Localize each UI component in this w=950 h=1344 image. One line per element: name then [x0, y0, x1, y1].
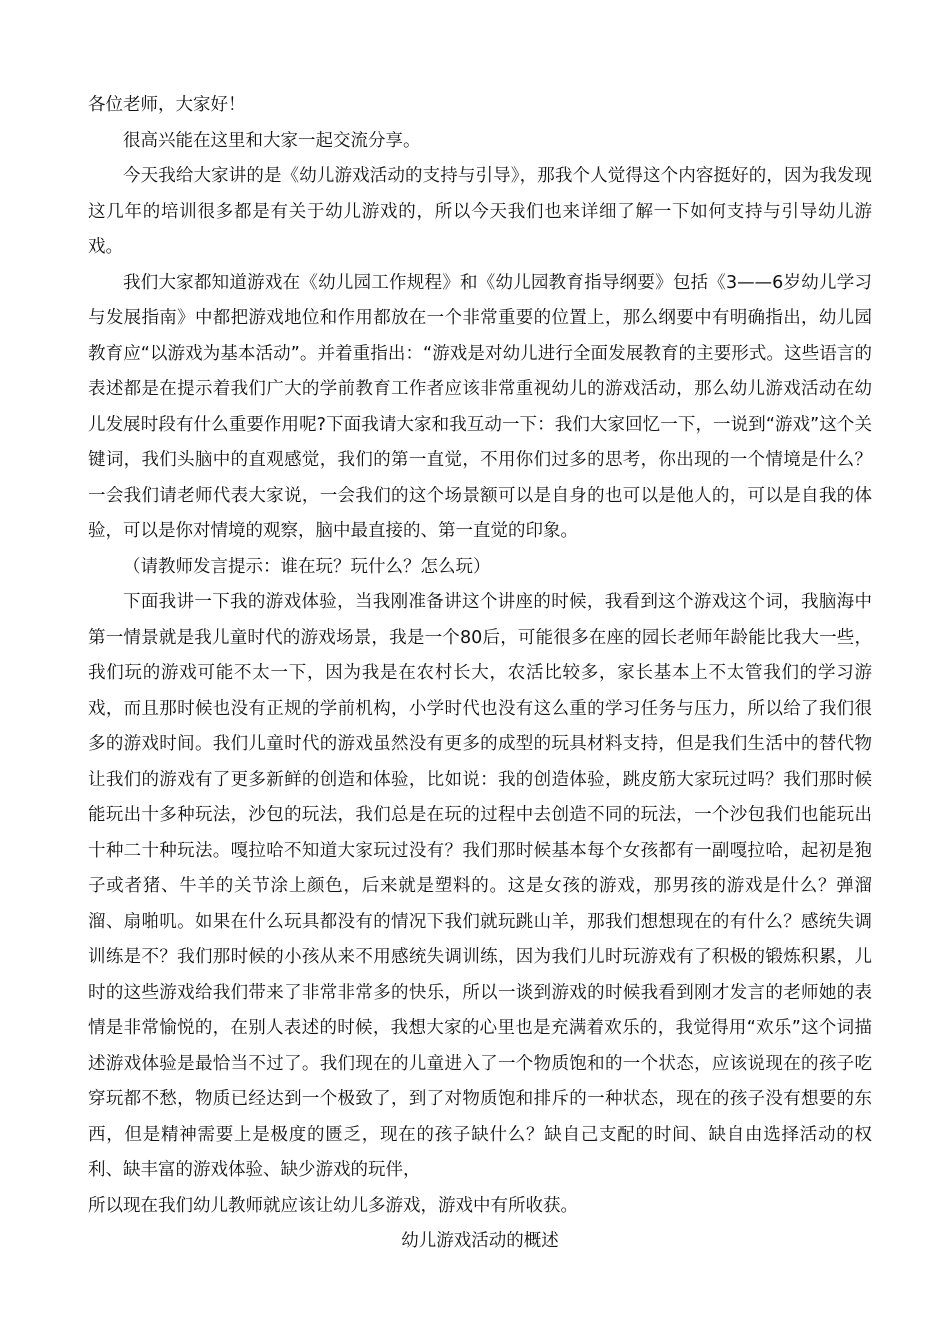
paragraph-topic: 今天我给大家讲的是《幼儿游戏活动的支持与引导》，那我个人觉得这个内容挺好的，因为我发现这几年的培训很多都是有关于幼儿游戏的，所以今天我们也来详细了解一下如何支持与引导幼儿游戏。	[88, 166, 872, 257]
section-heading: 幼儿游戏活动的概述	[401, 1231, 559, 1251]
paragraph-experience: 下面我讲一下我的游戏体验，当我刚准备讲这个讲座的时候，我看到这个游戏这个词，我脑海中第一情景就是我儿童时代的游戏场景，我是一个80后，可能很多在座的园长老师年龄能比我大一些，我们玩的游戏可能不太一下，因为我是在农村长大，农活比较多，家长基本上不太管我们的学习游戏，而且那时候也没有正规的学前机构，小学时代也没有这么重的学习任务与压力，所以给了我们很多的游戏时间。我们儿童时代的游戏虽然没有更多的成型的玩具材料支持，但是我们生活中的替代物让我们的游戏有了更多新鲜的创造和体验，比如说：我的创造体验，跳皮筋大家玩过吗？我们那时候能玩出十多种玩法，沙包的玩法，我们总是在玩的过程中去创造不同的玩法，一个沙包我们也能玩出十种二十种玩法。嘎拉哈不知道大家玩过没有？我们那时候基本每个女孩都有一副嘎拉哈，起初是狍子或者猪、牛羊的关节涂上颜色，后来就是塑料的。这是女孩的游戏，那男孩的游戏是什么？弹溜溜、扇啪叽。如果在什么玩具都没有的情况下我们就玩跳山羊，那我们想想现在的有什么？感统失调训练是不？我们那时候的小孩从来不用感统失调训练，因为我们儿时玩游戏有了积极的锻炼积累，儿时的这些游戏给我们带来了非常非常多的快乐，所以一谈到游戏的时候我看到刚才发言的老师她的表情是非常愉悦的，在别人表述的时候，我想大家的心里也是充满着欢乐的，我觉得用“欢乐”这个词描述游戏体验是最恰当不过了。我们现在的儿童进入了一个物质饱和的一个状态，应该说现在的孩子吃穿玩都不愁，物质已经达到一个极致了，到了对物质饱和排斥的一种状态，现在的孩子没有想要的东西，但是精神需要上是极度的匮乏，现在的孩子缺什么？缺自己支配的时间、缺自由选择活动的权利、缺丰富的游戏体验、缺少游戏的玩伴，	[88, 592, 872, 1180]
paragraph-guidelines: 我们大家都知道游戏在《幼儿园工作规程》和《幼儿园教育指导纲要》包括《3——6岁幼儿学习与发展指南》中都把游戏地位和作用都放在一个非常重要的位置上，那么纲要中有明确指出，幼儿园教育应“以游戏为基本活动”。并着重指出：“游戏是对幼儿进行全面发展教育的主要形式。这些语言的表述都是在提示着我们广大的学前教育工作者应该非常重视幼儿的游戏活动，那么幼儿游戏活动在幼儿发展时段有什么重要作用呢?下面我请大家和我互动一下：我们大家回忆一下，一说到“游戏”这个关键词，我们头脑中的直观感觉，我们的第一直觉，不用你们过多的思考，你出现的一个情境是什么？一会我们请老师代表大家说，一会我们的这个场景额可以是自身的也可以是他人的，可以是自我的体验，可以是你对情境的观察，脑中最直接的、第一直觉的印象。	[88, 272, 872, 541]
document-page	[88, 88, 872, 1260]
greeting: 各位老师，大家好！	[88, 95, 246, 115]
paragraph-intro: 很高兴能在这里和大家一起交流分享。	[123, 130, 421, 151]
paragraph-conclusion: 所以现在我们幼儿教师就应该让幼儿多游戏，游戏中有所收获。	[88, 1195, 578, 1216]
paragraph-prompt: （请教师发言提示：谁在玩？玩什么？怎么玩）	[123, 556, 491, 577]
